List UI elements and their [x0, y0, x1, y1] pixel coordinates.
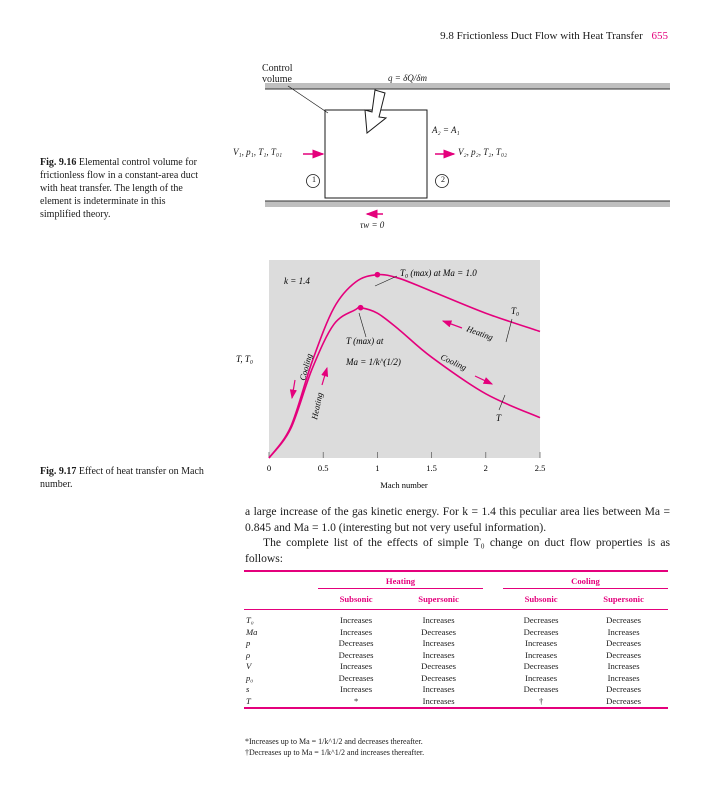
row-label: s [246, 684, 250, 694]
row-label: p [246, 638, 251, 648]
row-label: T [246, 695, 251, 706]
footnote-2: †Decreases up to Ma = 1/k^1/2 and increases thereafter. [245, 748, 425, 757]
fig-9-16-diagram [230, 55, 670, 235]
cooling-label-subsonic: Cooling [439, 351, 469, 373]
duct-wall-bottom [265, 201, 670, 207]
table-cell: Increases [340, 661, 373, 671]
control-volume-leader [288, 86, 328, 113]
table-row [244, 627, 668, 639]
table-group-header-row [244, 571, 668, 588]
table-cell: * [353, 695, 359, 706]
table-cell: Decreases [606, 638, 642, 648]
t-max-label-line2: Ma = 1/k^(1/2) [346, 357, 401, 367]
table-sub-header-row [244, 588, 668, 610]
table-cell: Decreases [421, 626, 457, 637]
table-body [244, 610, 668, 709]
x-axis-tick-labels [267, 463, 545, 473]
table-cell: Increases [422, 695, 455, 706]
row-label: V [246, 661, 252, 671]
table-cell: Decreases [523, 615, 559, 625]
heating-label-supersonic: Heating [309, 391, 325, 421]
x-tick-label: 0 [266, 463, 272, 473]
x-tick-label: 2.5 [534, 463, 546, 473]
duct-wall-top [265, 83, 670, 89]
outlet-label: V₂, p₂, T₂, T₀₂ [458, 147, 508, 157]
heat-effects-table [244, 570, 668, 709]
wall-shear-label: τw = 0 [360, 220, 385, 230]
table-cell: Increases [525, 649, 558, 660]
table-row [244, 638, 668, 650]
table-cell: Decreases [338, 649, 374, 660]
table-cell: Increases [422, 615, 455, 625]
table-row [244, 684, 668, 696]
x-tick-label: 1.5 [426, 463, 437, 473]
area-label: A₂ = A₁ [432, 125, 460, 135]
heating-supersonic-header: Supersonic [418, 593, 459, 604]
table-cell: Decreases [606, 649, 642, 660]
running-title: 9.8 Frictionless Duct Flow with Heat Transfer [440, 30, 643, 42]
table-cell: Increases [422, 684, 455, 694]
heating-header: Heating [318, 571, 483, 588]
heating-subsonic-header: Subsonic [339, 593, 373, 604]
row-label: T₀ [246, 615, 254, 625]
table-cell: Increases [422, 638, 455, 648]
table-row [244, 673, 668, 685]
fig-9-17-chart [230, 255, 560, 495]
table-row [244, 650, 668, 662]
table-cell: Decreases [606, 615, 642, 625]
heat-label: q = δQ/δm [388, 73, 427, 83]
x-tick-label: 0.5 [317, 463, 329, 473]
table-cell: Increases [340, 615, 373, 625]
table-cell: † [538, 695, 544, 706]
table-cell: Decreases [338, 638, 374, 648]
page-number: 655 [651, 30, 668, 42]
table-cell: Decreases [606, 695, 642, 706]
station-1-label: 1 [312, 175, 316, 184]
cooling-header: Cooling [503, 571, 668, 588]
body-text [245, 504, 670, 566]
table-cell: Increases [607, 626, 640, 637]
x-axis-label: Mach number [380, 480, 428, 490]
fig-9-16-caption [40, 156, 205, 221]
fig-9-16-label: Fig. 9.16 [40, 157, 77, 168]
cooling-subsonic-header: Subsonic [524, 593, 558, 604]
running-header [440, 30, 668, 42]
row-label: Ma [246, 626, 258, 637]
table-cell: Increases [525, 672, 558, 683]
fig-9-17-label: Fig. 9.17 [40, 466, 77, 477]
cooling-label-supersonic: Cooling [297, 352, 315, 382]
table-cell: Decreases [421, 661, 457, 671]
t-max-label-line1: T (max) at [346, 336, 384, 346]
control-volume-label-line2: volume [262, 74, 292, 85]
paragraph-2: The complete list of the effects of simple T₀ change on duct flow properties is as follows: [245, 536, 670, 565]
k-label: k = 1.4 [284, 276, 310, 286]
paragraph-1: a large increase of the gas kinetic energy. For k = 1.4 this peculiar area lies between Ma = 0.845 and Ma = 1.0 (interesting but not very useful information). [245, 505, 670, 534]
t-curve-label: T [496, 413, 502, 423]
fig-9-17-text: Effect of heat transfer on Mach number. [40, 466, 204, 490]
table-footnotes [245, 736, 424, 758]
table-cell: Increases [525, 638, 558, 648]
table-cell: Increases [607, 661, 640, 671]
control-volume-label [262, 63, 293, 85]
table-cell: Increases [340, 626, 373, 637]
table-cell: Decreases [421, 672, 457, 683]
fig-9-16-text: Elemental control volume for frictionless flow in a constant-area duct with heat transfer. The length of the element is indeterminate in this simplified theory. [40, 157, 198, 220]
table-cell: Decreases [338, 672, 374, 683]
table-cell: Increases [607, 672, 640, 683]
inlet-label: V₁, p₁, T₁, T₀₁ [233, 147, 283, 157]
y-axis-label: T, T₀ [236, 354, 253, 364]
t0-max-label: T₀ (max) at Ma = 1.0 [400, 268, 477, 278]
fig-9-17-caption [40, 465, 205, 491]
table-cell: Decreases [523, 684, 559, 694]
row-label: ρ [246, 649, 251, 660]
x-tick-label: 1 [375, 463, 380, 473]
table-row [244, 661, 668, 673]
row-label: p₀ [246, 672, 254, 683]
table-cell: Decreases [606, 684, 642, 694]
table-row [244, 696, 668, 709]
station-2-label: 2 [441, 175, 445, 184]
table-cell: Decreases [523, 661, 559, 671]
control-volume-label-line1: Control [262, 63, 293, 74]
t0-curve-label: T₀ [511, 306, 520, 316]
heating-label-subsonic: Heating [465, 323, 495, 343]
table-cell: Increases [340, 684, 373, 694]
t-max-marker [358, 305, 364, 311]
cooling-supersonic-header: Supersonic [603, 593, 644, 604]
x-tick-label: 2 [483, 463, 488, 473]
footnote-1: *Increases up to Ma = 1/k^1/2 and decreases thereafter. [245, 737, 423, 746]
table-cell: Decreases [523, 626, 559, 637]
table-row [244, 610, 668, 627]
table-cell: Increases [422, 649, 455, 660]
t0-max-marker [375, 272, 381, 278]
